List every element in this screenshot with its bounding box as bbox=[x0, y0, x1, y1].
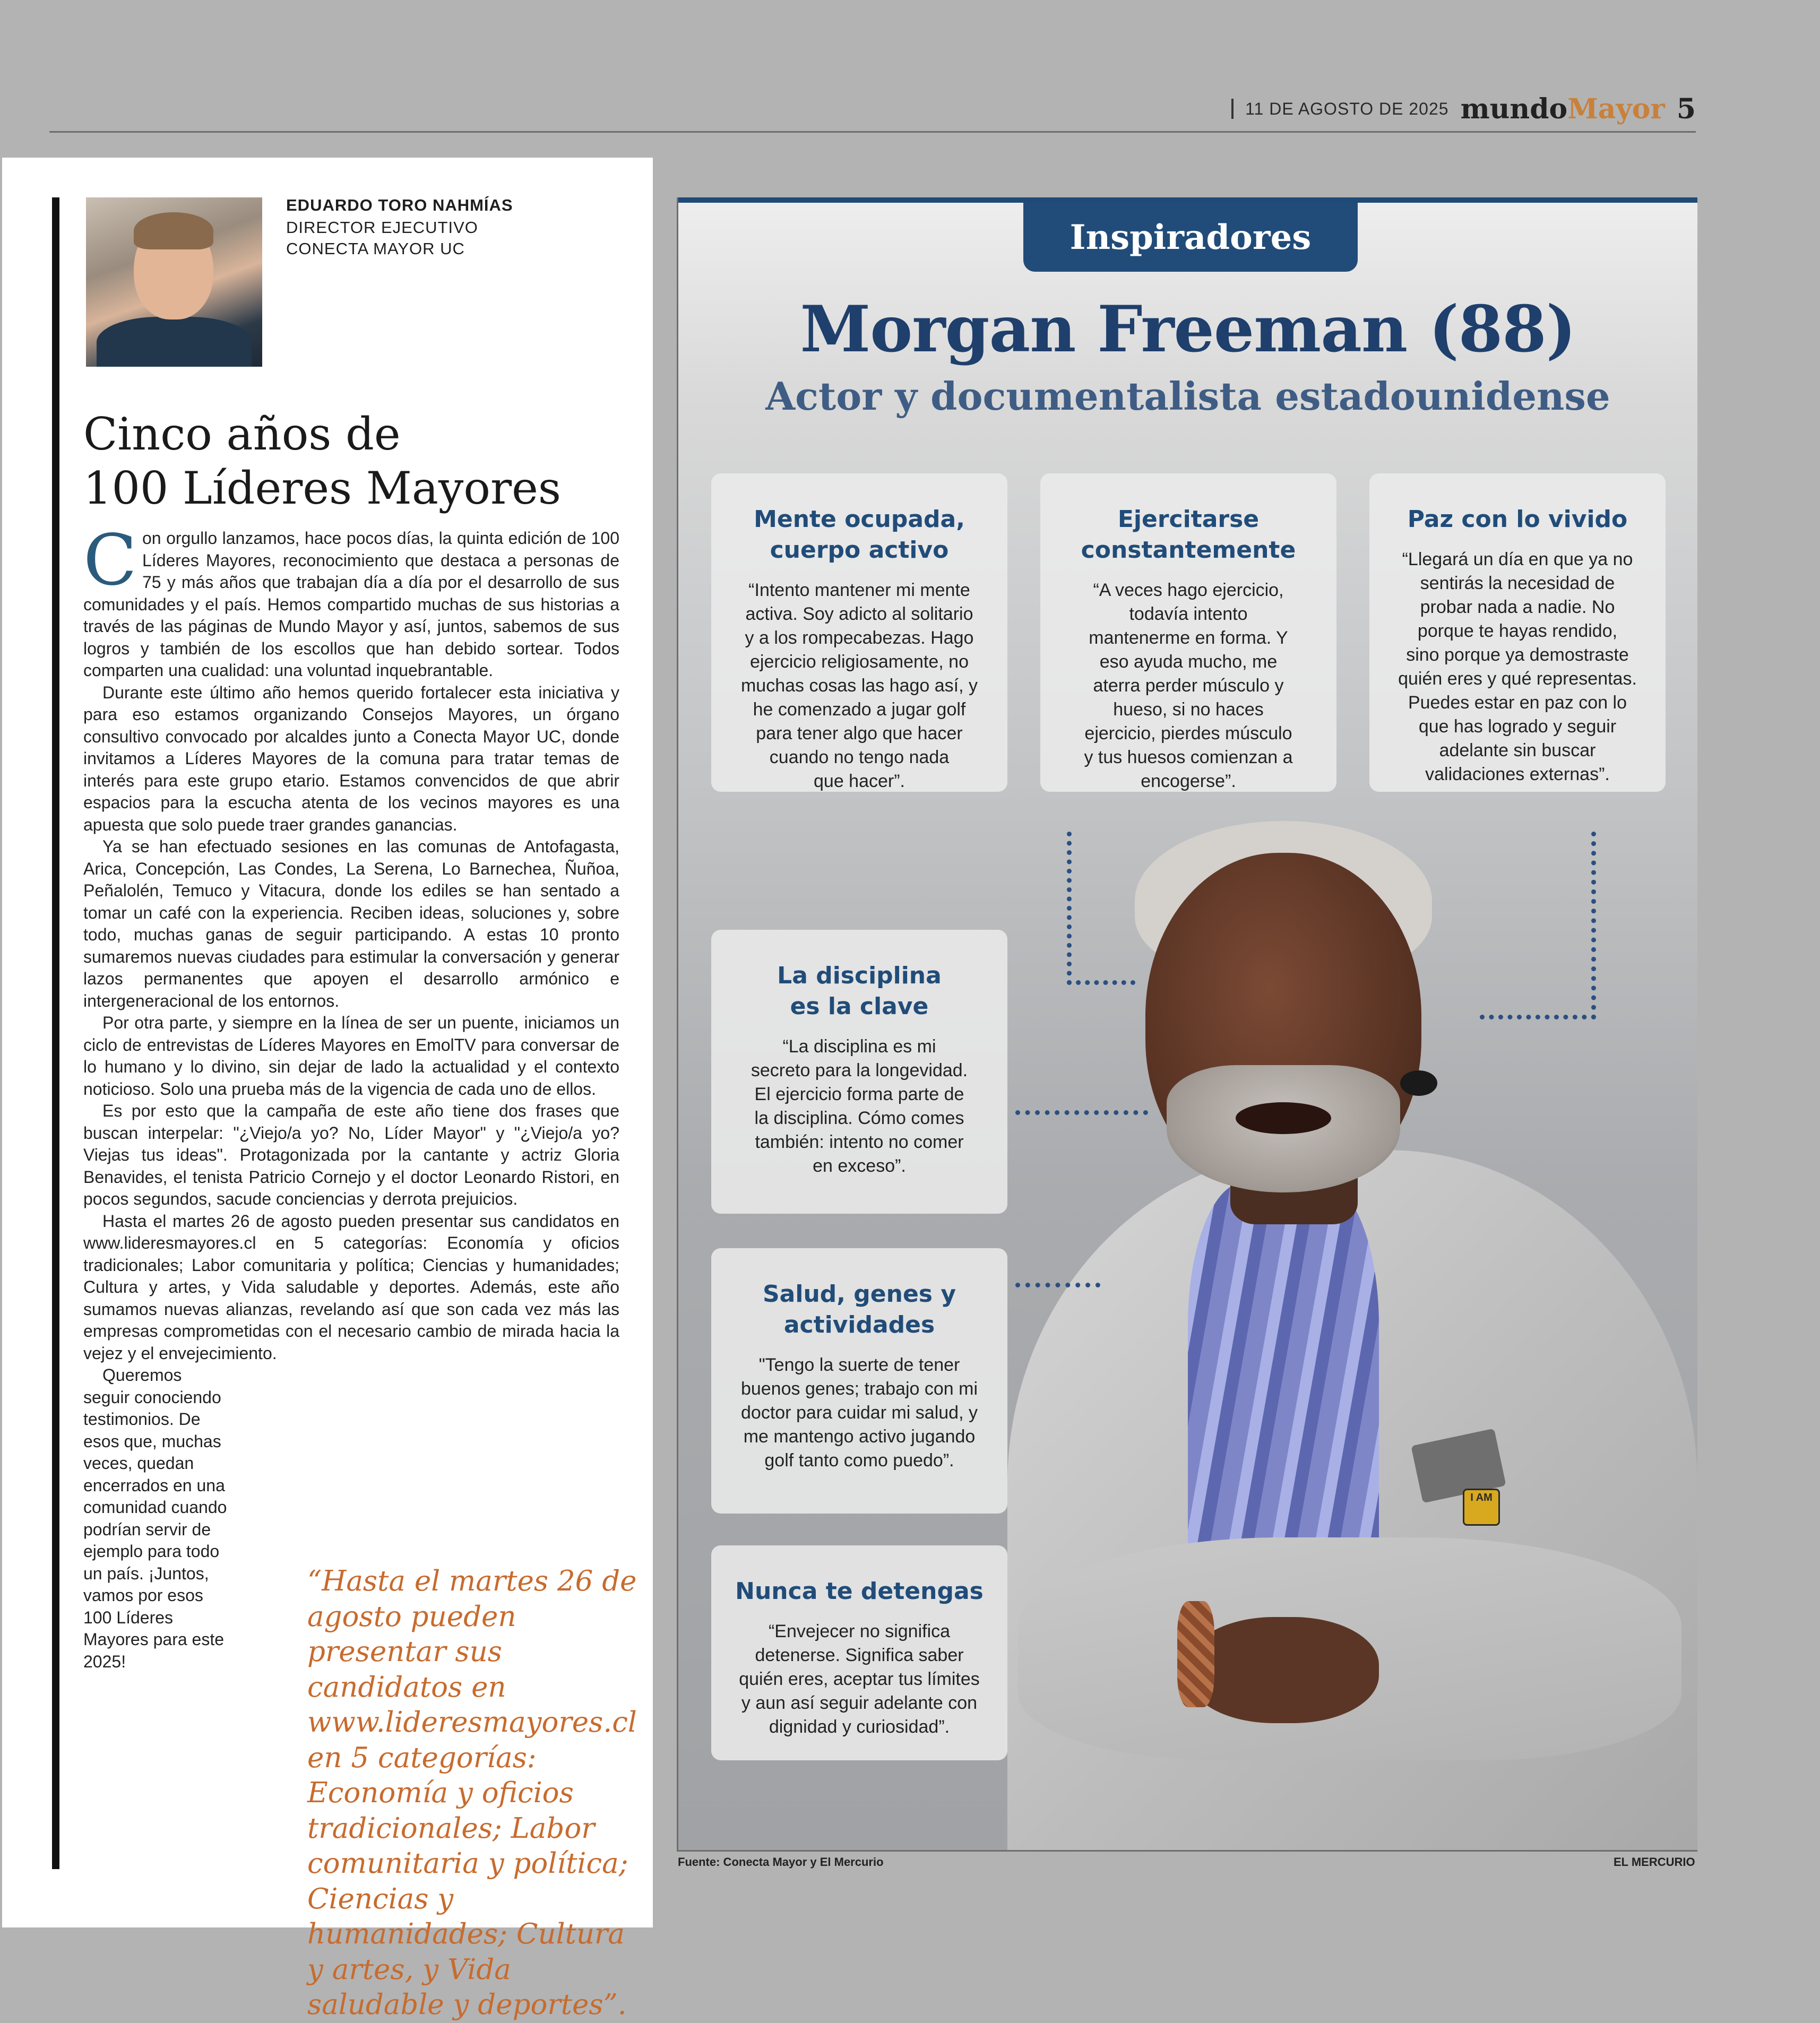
quote-box bbox=[711, 473, 1007, 792]
header-rule bbox=[49, 131, 1696, 133]
paragraph: Hasta el martes 26 de agosto pueden presentar sus candidatos en www.lideresmayores.cl en 5 categorías: Economía y oficios tradicionales; Labor comunitaria y política; Ciencias y humanidades; Cultura y artes, y Vida saludable y deportes. Además, este año sumamos nuevas alianzas, revelando así que son cada vez más las empresas comprometidas con el necesario cambio de mirada hacia la vejez y el envejecimiento. bbox=[83, 1211, 619, 1363]
connector-line bbox=[1015, 1283, 1100, 1287]
quote-box-text: “Envejecer no significa detenerse. Significa saber quién eres, aceptar tus límites y aun así seguir adelante con dignidad y curiosidad”. bbox=[739, 1621, 980, 1737]
quote-box-text: “Intento mantener mi mente activa. Soy adicto al solitario y a los rompecabezas. Hago ejercicio religiosamente, no muchas cosas las hago así, y he comenzado a jugar golf para tener algo que hacer cuando no tengo nada que hacer”. bbox=[740, 580, 978, 791]
subject-role: Actor y documentalista estadounidense bbox=[765, 374, 1610, 419]
quote-box-title: Paz con lo vivido bbox=[1407, 506, 1628, 533]
connector-line bbox=[1067, 832, 1135, 985]
closing-paragraph: Queremos seguir conociendo testimonios. De esos que, muchas veces, quedan encerrados en una comunidad cuando podrían servir de ejemplo para todo un país. ¡Juntos, vamos por esos 100 Líderes Mayores para este 2025! bbox=[83, 1365, 227, 1671]
connector-line bbox=[1015, 1110, 1148, 1115]
title-line-1: Cinco años de bbox=[83, 408, 401, 460]
header-meta bbox=[1231, 90, 1696, 127]
quote-box bbox=[711, 930, 1007, 1214]
quote-box-title: Nunca te detengas bbox=[735, 1578, 984, 1605]
quote-box bbox=[1369, 473, 1666, 792]
infographic-credit: EL MERCURIO bbox=[1614, 1855, 1695, 1869]
column-accent-bar bbox=[52, 197, 59, 1869]
author-organization: CONECTA MAYOR UC bbox=[286, 239, 465, 258]
quote-box bbox=[711, 1248, 1007, 1514]
infographic-top-rule bbox=[678, 197, 1697, 203]
lapel-pin: I AM bbox=[1463, 1489, 1500, 1526]
connector-line bbox=[1480, 832, 1596, 1019]
paragraph: Con orgullo lanzamos, hace pocos días, la quinta edición de 100 Líderes Mayores, reconocimiento que destaca a personas de 75 y más años que trabajan día a día por el desarrollo de sus comunidades y el país. Hemos compartido muchas de sus historias a través de las páginas de Mundo Mayor y así, juntos, sabemos de sus logros y también de los escollos que han debido sortear. Todos comparten una cualidad: una voluntad inquebrantable. bbox=[83, 520, 619, 680]
page-header bbox=[49, 90, 1696, 133]
paragraph: Durante este último año hemos querido fortalecer esta iniciativa y para eso estamos organizando Consejos Mayores, un órgano consultivo convocado por alcaldes junto a Conecta Mayor UC, donde invitamos a Líderes Mayores de la comuna para tratar temas de interés para este grupo etario. Estamos convencidos de que abrir espacios para la escucha atenta de los vecinos mayores es una apuesta que solo puede traer grandes ganancias. bbox=[83, 682, 619, 834]
article-body bbox=[83, 520, 619, 1673]
subject-name: Morgan Freeman (88) bbox=[800, 292, 1576, 367]
paragraph: Por otra parte, y siempre en la línea de ser un puente, iniciamos un ciclo de entrevistas de Líderes Mayores en EmolTV para conversar de lo humano y lo divino, sin dejar de lado la actualidad y el contexto noticioso. Solo una prueba más de la vigencia de cada uno de ellos. bbox=[83, 1013, 619, 1099]
quote-box-text: “A veces hago ejercicio, todavía intento mantenerme en forma. Y eso ayuda mucho, me aterra perder músculo y hueso, si no haces ejercicio, pierdes músculo y tus huesos comienzan a encogerse”. bbox=[1084, 580, 1293, 791]
paragraph: Ya se han efectuado sesiones en las comunas de Antofagasta, Arica, Concepción, Las Condes, La Serena, Lo Barnechea, Ñuñoa, Peñalolén, Temuco y Vitacura, donde los ediles se han sentado a tomar un café con la experiencia. Reciben ideas, soluciones y, sobre todo, muchas ganas de seguir participando. A estas 10 pronto sumaremos nuevas ciudades para estimular la conversación y generar lazos permanentes que apoyen el desarrollo armónico e intergeneracional de los entornos. bbox=[83, 837, 619, 1010]
quote-box-title: La disciplina es la clave bbox=[777, 962, 942, 1020]
section-tab: Inspiradores bbox=[1023, 203, 1358, 272]
logo-part-mayor: Mayor bbox=[1567, 92, 1665, 125]
author-name: EDUARDO TORO NAHMÍAS bbox=[286, 196, 513, 214]
quote-box bbox=[1040, 473, 1336, 792]
logo-part-mundo: mundo bbox=[1460, 92, 1568, 125]
drop-cap: C bbox=[83, 520, 137, 601]
title-line-2: 100 Líderes Mayores bbox=[83, 462, 561, 514]
author-role: DIRECTOR EJECUTIVO bbox=[286, 218, 478, 237]
infographic bbox=[677, 197, 1697, 1852]
quote-box-title: Salud, genes y actividades bbox=[762, 1281, 956, 1338]
pull-quote: “Hasta el martes 26 de agosto pueden presentar sus candidatos en www.lideresmayores.cl en 5 categorías: Economía y oficios tradicionales; Labor comunitaria y política; Ciencias y humanidades; Cultura y artes, y Vida saludable y deportes”. bbox=[307, 1565, 637, 2021]
quote-box-text: “Llegará un día en que ya no sentirás la necesidad de probar nada a nadie. No porque te hayas rendido, sino porque ya demostraste quién eres y qué representas. Puedes estar en paz con lo que has logrado y seguir adelante sin buscar validaciones externas”. bbox=[1398, 549, 1637, 784]
quote-box-title: Ejercitarse constantemente bbox=[1081, 506, 1296, 564]
paragraph: Es por esto que la campaña de este año tiene dos frases que buscan interpelar: "¿Viejo/a yo? No, Líder Mayor" y "¿Viejo/a yo? Viejas tus ideas". Protagonizada por la cantante y actriz Gloria Benavides, el tenista Patricio Cornejo y el doctor Leonardo Ristori, en pocos segundos, sacude conciencias y derrota prejuicios. bbox=[83, 1101, 619, 1208]
page-number: 5 bbox=[1676, 92, 1696, 125]
quote-box-title: Mente ocupada, cuerpo activo bbox=[754, 506, 965, 564]
issue-date: 11 DE AGOSTO DE 2025 bbox=[1245, 99, 1449, 118]
article-title bbox=[83, 407, 641, 515]
author-photo bbox=[86, 197, 262, 367]
quote-box-text: "Tengo la suerte de tener buenos genes; trabajo con mi doctor para cuidar mi salud, y me mantengo activo jugando golf tanto como puedo”. bbox=[740, 1355, 978, 1471]
quote-box bbox=[711, 1545, 1007, 1760]
header-separator bbox=[1231, 99, 1234, 119]
quote-box-text: “La disciplina es mi secreto para la longevidad. El ejercicio forma parte de la disciplina. Cómo comes también: intento no comer en exceso”. bbox=[751, 1036, 968, 1176]
opinion-column bbox=[2, 158, 653, 2021]
infographic-source: Fuente: Conecta Mayor y El Mercurio bbox=[678, 1855, 884, 1869]
publication-logo bbox=[1461, 93, 1665, 125]
